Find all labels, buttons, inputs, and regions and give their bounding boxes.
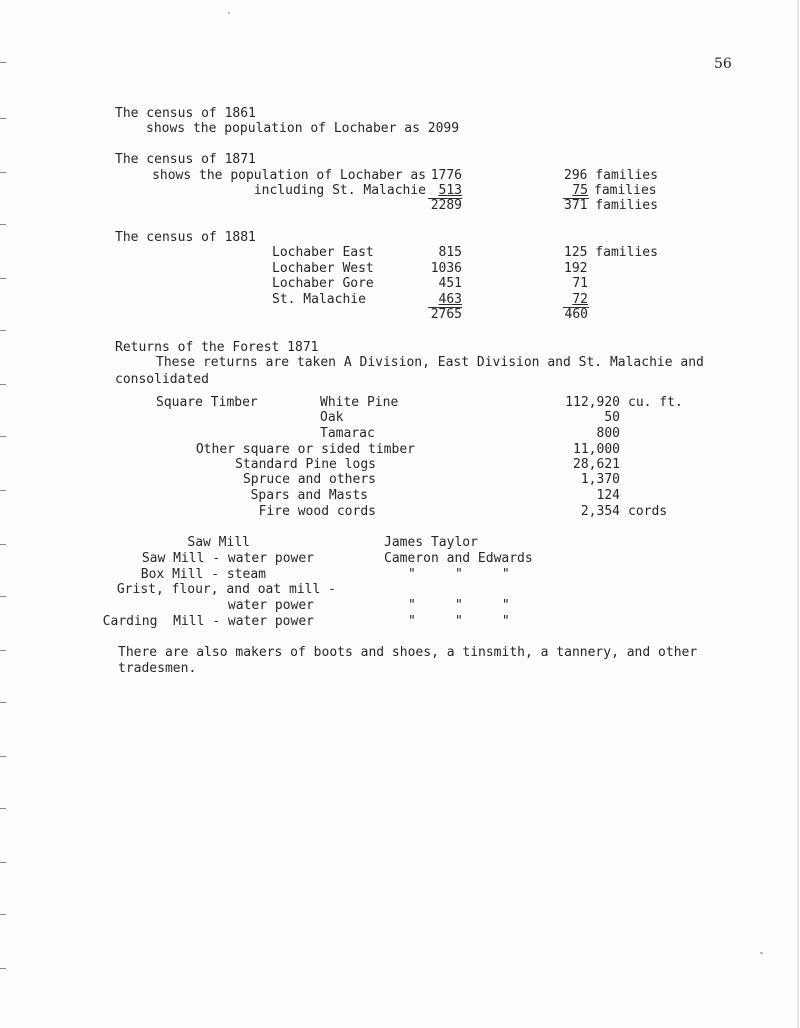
- census-1881-value: 451: [438, 276, 462, 291]
- census-1881-value: 1036: [430, 261, 462, 276]
- census-1871-total: 2289: [430, 198, 462, 213]
- forest-intro-line-2: consolidated: [115, 372, 209, 387]
- census-1881-value: 815: [438, 245, 462, 260]
- census-1881-families: 71: [572, 276, 588, 291]
- mill-owner: " " ": [408, 567, 510, 582]
- forest-item-label: Tamarac: [320, 426, 375, 441]
- census-1881-name: Lochaber West: [272, 261, 374, 276]
- census-1881-families: 125 families: [564, 245, 658, 260]
- forest-item-value: 11,000: [573, 442, 620, 457]
- mill-label: water power: [227, 598, 314, 613]
- mill-label: Saw Mill - water power: [141, 551, 314, 566]
- forest-item-unit: cords: [628, 504, 668, 519]
- forest-intro-line-1: These returns are taken A Division, East Division and St. Malachie and: [156, 355, 704, 370]
- census-1881-families: 72: [572, 292, 588, 307]
- forest-heading: Returns of the Forest 1871: [115, 340, 319, 355]
- forest-item-value: 112,920: [565, 395, 620, 410]
- census-1871-families-word-2: families: [594, 183, 657, 198]
- paper-speck: [228, 12, 230, 14]
- page-edge: [797, 0, 799, 1028]
- forest-item-label: White Pine: [320, 395, 399, 410]
- census-1881-name: Lochaber East: [272, 245, 374, 260]
- square-timber-label: Square Timber: [156, 395, 258, 410]
- forest-item-label: Fire wood cords: [258, 504, 376, 519]
- census-1871-total-families: 371 families: [564, 198, 658, 213]
- paper-speck: [760, 952, 763, 954]
- forest-item-value: 2,354: [580, 504, 620, 519]
- mill-label: Saw Mill: [187, 535, 250, 550]
- census-1861-line: shows the population of Lochaber as 2099: [146, 121, 460, 136]
- census-1871-families-num-2: 75: [572, 183, 588, 198]
- census-1881-name: St. Malachie: [272, 292, 366, 307]
- forest-item-label: Spars and Masts: [250, 488, 368, 503]
- census-1881-name: Lochaber Gore: [272, 276, 374, 291]
- page-number: 56: [714, 56, 732, 72]
- forest-item-label: Spruce and others: [242, 472, 376, 487]
- closing-line-2: tradesmen.: [118, 661, 197, 676]
- census-1881-value: 463: [438, 292, 462, 307]
- forest-item-label: Standard Pine logs: [235, 457, 376, 472]
- mill-owner: " " ": [408, 598, 510, 613]
- forest-item-value: 124: [596, 488, 620, 503]
- census-1861-heading: The census of 1861: [115, 106, 256, 121]
- mill-owner: Cameron and Edwards: [384, 551, 533, 566]
- forest-item-value: 50: [604, 410, 620, 425]
- forest-item-label: Oak: [320, 410, 344, 425]
- mill-label: Box Mill - steam: [140, 567, 266, 582]
- forest-item-value: 28,621: [573, 457, 620, 472]
- mill-label: Grist, flour, and oat mill -: [116, 582, 336, 597]
- census-1871-label-1: shows the population of Lochaber as: [152, 168, 426, 183]
- census-1871-label-2: including St. Malachie: [253, 183, 426, 198]
- census-1871-value-1: 1776: [430, 168, 462, 183]
- forest-item-label: Other square or sided timber: [195, 442, 415, 457]
- mill-owner: " " ": [408, 614, 510, 629]
- census-1881-heading: The census of 1881: [115, 230, 256, 245]
- census-1871-families-1: 296 families: [564, 168, 658, 183]
- mill-label: Carding Mill - water power: [102, 614, 314, 629]
- forest-item-value: 1,370: [580, 472, 620, 487]
- census-1871-value-2: 513: [438, 183, 462, 198]
- census-1881-total-families: 460: [564, 307, 588, 322]
- forest-item-value: 800: [596, 426, 620, 441]
- census-1881-total: 2765: [430, 307, 462, 322]
- census-1871-heading: The census of 1871: [115, 152, 256, 167]
- mill-owner: James Taylor: [384, 535, 478, 550]
- forest-item-unit: cu. ft.: [628, 395, 683, 410]
- census-1881-families: 192: [564, 261, 588, 276]
- closing-line-1: There are also makers of boots and shoes, a tinsmith, a tannery, and other: [118, 645, 698, 660]
